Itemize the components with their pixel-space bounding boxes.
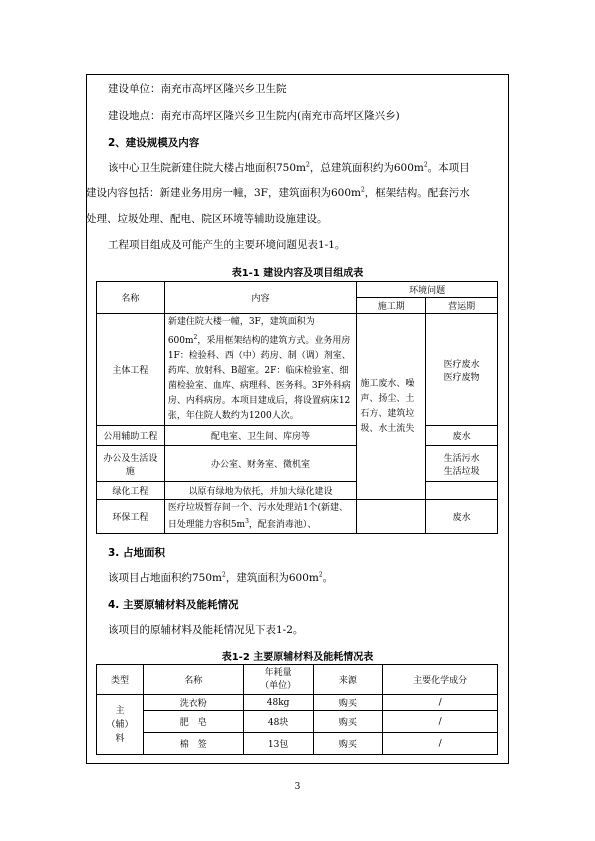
section2-paragraph1-line2: 建设内容包括：新建业务用房一幢，3F，建筑面积为$600m^2$，框架结构。配套污水 [86,186,470,199]
table1-row5-operation: 废水 [426,500,498,534]
section2-paragraph1-line1: 该中心卫生院新建住院大楼占地面积$750m^2$，总建筑面积约为$600m^2$。本项目 [108,161,470,174]
table1-row1-operation: 医疗废水 医疗废物 [426,314,498,426]
section2-heading: 2、建设规模及内容 [108,137,200,149]
table1-caption: 表1-1 建设内容及项目组成表 [231,268,364,279]
table1-row1-name: 主体工程 [97,314,165,426]
table2-row1-source: 购买 [313,695,383,711]
table1-row4-name: 绿化工程 [97,482,165,500]
section2-paragraph2: 工程项目组成及可能产生的主要环境问题见表1-1。 [108,239,346,251]
table1-header-env: 环境问题 [357,282,498,298]
materials-table [96,664,498,755]
table1-row2-name: 公用辅助工程 [97,426,165,446]
section4-heading: 4. 主要原辅材料及能耗情况 [108,599,239,611]
table2-header-type: 类型 [97,665,144,695]
table1-row2-content: 配电室、卫生间、库房等 [164,426,357,446]
table1-row4-operation [426,482,498,500]
table1-header-operation: 营运期 [426,298,498,314]
table1-row3-name: 办公及生活设施 [97,446,165,482]
table2-header-name: 名称 [143,665,243,695]
table2-header-annual: 年耗量 （单位） [243,665,313,695]
table2-row3-name: 棉 签 [143,733,243,755]
table1-row3-content: 办公室、财务室、微机室 [164,446,357,482]
table1-row4-content: 以原有绿地为依托，并加大绿化建设 [164,482,357,500]
page-number: 3 [294,782,301,792]
section3-heading: 3. 占地面积 [108,547,165,559]
section3-text: 该项目占地面积约$750m^2$，建筑面积为$600m^2$。 [108,571,334,584]
table2-row1-chem: / [383,695,498,711]
table2-row1-name: 洗衣粉 [143,695,243,711]
table2-row3-chem: / [383,733,498,755]
construction-content-table [96,281,498,534]
table1-header-construction: 施工期 [357,298,426,314]
table1-row2-operation: 废水 [426,426,498,446]
construction-unit-line: 建设单位：南充市高坪区隆兴乡卫生院 [108,83,287,95]
table2-row2-amount: 48块 [243,711,313,733]
section4-text: 该项目的原辅材料及能耗情况见下表1-2。 [108,624,304,636]
table1-row1-content: 新建住院大楼一幢，3F，建筑面积为$600m^2$，采用框架结构的建筑方式。业务用房1F：检验科、西（中）药房、制（调）剂室、药库、放射科、B超室。2F：临床检验室、细菌检验室、血库、病理科、医务科。3F外科病房、内科病房。本项目建成后，将设置病床12张，年住院人数约为1200人次。 [164,314,357,426]
table2-caption: 表1-2 主要原辅材料及能耗情况表 [221,652,374,663]
table2-row1-amount: 48kg [243,695,313,711]
section2-paragraph1-line3: 处理、垃圾处理、配电、院区环境等辅助设施建设。 [86,213,328,225]
table2-row2-chem: / [383,711,498,733]
table1-row5-content: 医疗垃圾暂存间一个、污水处理站1个(新建、日处理能力容积$5m^3$，配套消毒池）、 [164,500,357,534]
table1-construction-impacts: 施工废水、噪声、扬尘、土石方、建筑垃圾、水土流失 [357,314,426,500]
table2-row2-source: 购买 [313,711,383,733]
table1-row5-name: 环保工程 [97,500,165,534]
table2-type-cell: 主 （辅） 料 [97,695,144,755]
table1-header-content: 内容 [164,282,357,314]
table1-row3-operation: 生活污水 生活垃圾 [426,446,498,482]
table1-header-name: 名称 [97,282,165,314]
construction-site-line: 建设地点：南充市高坪区隆兴乡卫生院内(南充市高坪区隆兴乡) [108,110,400,122]
table1-row5-construction [357,500,426,534]
table2-row3-source: 购买 [313,733,383,755]
table2-row2-name: 肥 皂 [143,711,243,733]
table2-row3-amount: 13包 [243,733,313,755]
table2-header-source: 来源 [313,665,383,695]
table2-header-chem: 主要化学成分 [383,665,498,695]
